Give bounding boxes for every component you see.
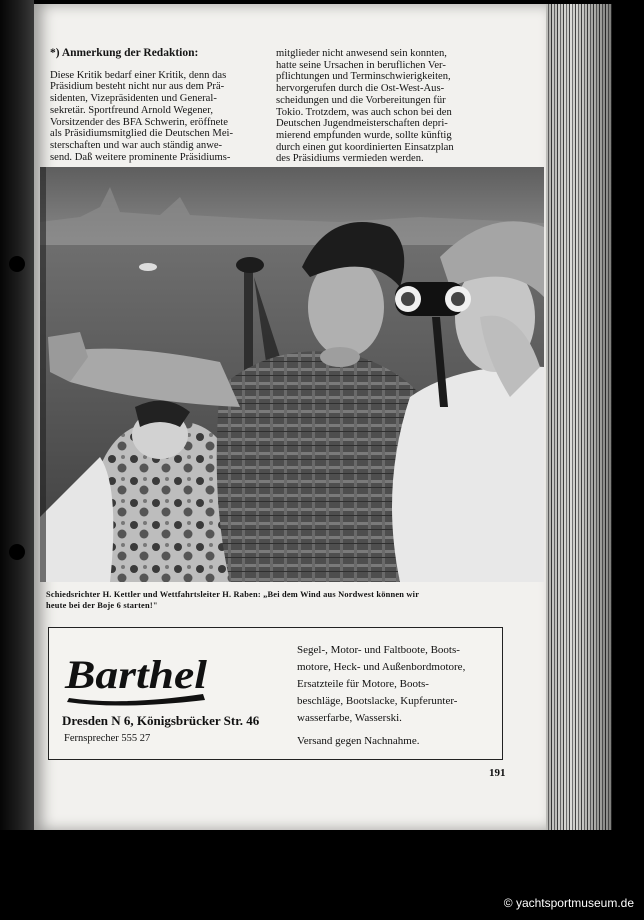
note-line: Tokio. Trotzdem, was auch schon bei den bbox=[276, 106, 452, 118]
note-line: des Präsidiums vermieden werden. bbox=[276, 153, 424, 165]
caption-line: heute bei der Boje 6 starten!" bbox=[46, 600, 158, 610]
note-line: hervorgerufen durch die Ost-West-Aus- bbox=[276, 83, 445, 95]
note-line: send. Daß weitere prominente Präsidiums- bbox=[50, 151, 231, 163]
caption-line: Schiedsrichter H. Kettler und Wettfahrtsleiter H. Raben: „Bei dem Wind aus Nordwest können wir bbox=[46, 590, 420, 599]
watermark: © yachtsportmuseum.de bbox=[503, 896, 634, 910]
note-line: mierend empfunden wurde, sollte künftig bbox=[276, 129, 452, 141]
note-line: pflichtungen und Terminschwierigkeiten, bbox=[276, 71, 451, 83]
note-line: Deutschen Jugendmeisterschaften depri- bbox=[276, 118, 448, 130]
note-line: hatte seine Ursachen in beruflichen Ver- bbox=[276, 59, 446, 71]
service-line: motore, Heck- und Außenbordmotore, bbox=[297, 661, 466, 673]
advertisement-box bbox=[48, 627, 503, 760]
ad-services bbox=[297, 642, 495, 750]
note-line: mitglieder nicht anwesend sein konnten, bbox=[276, 48, 447, 59]
note-line: scheidungen und die Vorbereitungen für bbox=[276, 94, 446, 106]
barthel-logo bbox=[61, 644, 211, 706]
note-title: *) Anmerkung der Redaktion: bbox=[50, 47, 199, 59]
ad-phone: Fernsprecher 555 27 bbox=[64, 733, 151, 744]
note-line: sidenten, Vizepräsidenten und General- bbox=[50, 93, 217, 105]
service-line: Ersatzteile für Motore, Boots- bbox=[297, 678, 429, 690]
note-line: Präsidium besteht nicht nur aus dem Prä- bbox=[50, 81, 225, 93]
photo-illustration bbox=[40, 167, 544, 582]
service-line: beschläge, Bootslacke, Kupferunter- bbox=[297, 695, 458, 707]
note-line: als Präsidiumsmitglied die Deutschen Mei- bbox=[50, 128, 234, 140]
service-line: Segel-, Motor- und Faltboote, Boots- bbox=[297, 644, 460, 656]
photo-caption bbox=[46, 590, 508, 611]
binding-hole bbox=[9, 544, 25, 560]
note-line: sekretär. Sportfreund Arnold Wegener, bbox=[50, 104, 213, 116]
note-column-left bbox=[50, 48, 262, 163]
note-line: durch einen gut koordinierten Einsatzplan bbox=[276, 141, 454, 153]
logo-wordmark: Barthel bbox=[63, 652, 208, 697]
note-column-right bbox=[276, 48, 510, 165]
ad-address: Dresden N 6, Königsbrücker Str. 46 bbox=[62, 713, 260, 728]
photo-officials-on-boat bbox=[40, 167, 544, 582]
service-line: Versand gegen Nachnahme. bbox=[297, 735, 420, 747]
service-line: wasserfarbe, Wasserski. bbox=[297, 712, 402, 724]
binding-hole bbox=[9, 256, 25, 272]
note-line: sterschaften und war auch ständig anwe- bbox=[50, 139, 223, 151]
page-number: 191 bbox=[489, 767, 506, 779]
note-line: Diese Kritik bedarf einer Kritik, denn das bbox=[50, 69, 227, 81]
note-line: Vorsitzender des BFA Schwerin, eröffnete bbox=[50, 116, 228, 128]
book-binding bbox=[0, 0, 34, 830]
